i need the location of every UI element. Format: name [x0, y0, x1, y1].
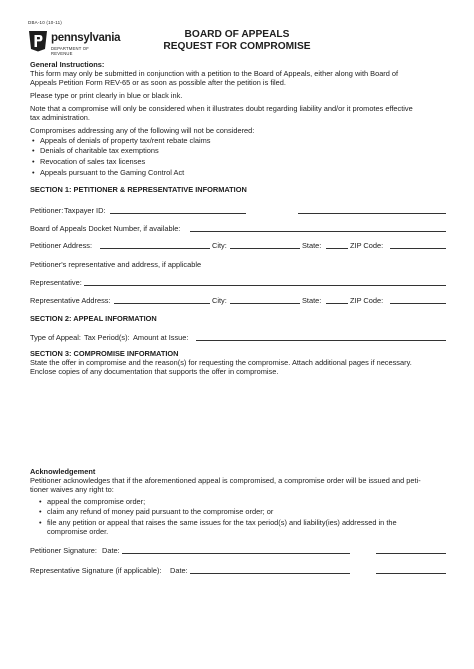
section-3-text: Enclose copies of any documentation that supports the offer in compromise. [30, 367, 279, 376]
petitioner-address-field[interactable] [100, 248, 210, 249]
taxpayer-id-label: Taxpayer ID: [64, 206, 106, 215]
compromise-text-area[interactable] [30, 380, 446, 464]
zip-field[interactable] [390, 303, 446, 304]
logo-text: pennsylvania [51, 32, 121, 44]
instructions-text: Please type or print clearly in blue or black ink. [30, 91, 183, 100]
state-label: State: [302, 241, 322, 250]
petitioner-label: Petitioner: [30, 206, 64, 215]
state-field[interactable] [326, 303, 348, 304]
section-3-heading: SECTION 3: COMPROMISE INFORMATION [30, 349, 179, 358]
city-label: City: [212, 241, 227, 250]
logo-subtext: DEPARTMENT OF REVENUE [51, 46, 89, 56]
section-1-heading: SECTION 1: PETITIONER & REPRESENTATIVE INFORMATION [30, 185, 247, 194]
petitioner-date-field[interactable] [376, 553, 446, 554]
city-field[interactable] [230, 303, 300, 304]
city-label: City: [212, 296, 227, 305]
taxpayer-id-field[interactable] [298, 213, 446, 214]
tax-periods-label: Tax Period(s): [84, 333, 130, 342]
representative-signature-label: Representative Signature (if applicable): [30, 566, 162, 575]
instructions-text: Appeals Petition Form REV-65 or as soon as possible after the petition is filed. [30, 78, 286, 87]
section-3-text: State the offer in compromise and the reason(s) for requesting the compromise. Attach additional pages if necessary. [30, 358, 412, 367]
representative-address-field[interactable] [114, 303, 210, 304]
list-item: • Revocation of sales tax licenses [40, 157, 145, 166]
list-item: • Appeals of denials of property tax/rent rebate claims [40, 136, 211, 145]
list-item: • Appeals pursuant to the Gaming Control Act [40, 168, 184, 177]
acknowledgement-text: tioner waives any right to: [30, 485, 114, 494]
representative-signature-field[interactable] [190, 573, 350, 574]
petitioner-field[interactable] [110, 213, 246, 214]
docket-label: Board of Appeals Docket Number, if available: [30, 224, 181, 233]
list-item: • claim any refund of money paid pursuant to the compromise order; or [47, 507, 273, 516]
representative-date-field[interactable] [376, 573, 446, 574]
zip-field[interactable] [390, 248, 446, 249]
representative-note: Petitioner's representative and address, if applicable [30, 260, 202, 269]
zip-label: ZIP Code: [350, 296, 384, 305]
acknowledgement-text: Petitioner acknowledges that if the aforementioned appeal is compromised, a compromise order will be issued and peti- [30, 476, 421, 485]
instructions-text: Compromises addressing any of the following will not be considered: [30, 126, 255, 135]
petitioner-address-label: Petitioner Address: [30, 241, 93, 250]
representative-label: Representative: [30, 278, 82, 287]
form-id: DBA-10 (10-11) [28, 20, 62, 25]
amount-label: Amount at Issue: [133, 333, 189, 342]
instructions-text: tax administration. [30, 113, 90, 122]
state-label: State: [302, 296, 322, 305]
acknowledgement-heading: Acknowledgement [30, 467, 96, 476]
petitioner-signature-label: Petitioner Signature: [30, 546, 97, 555]
representative-address-label: Representative Address: [30, 296, 111, 305]
section-2-heading: SECTION 2: APPEAL INFORMATION [30, 314, 157, 323]
date-label: Date: [170, 566, 188, 575]
city-field[interactable] [230, 248, 300, 249]
form-subtitle: REQUEST FOR COMPROMISE [163, 41, 311, 52]
instructions-heading: General Instructions: [30, 60, 105, 69]
representative-field[interactable] [84, 285, 446, 286]
list-item: • appeal the compromise order; [47, 497, 145, 506]
instructions-text: This form may only be submitted in conjunction with a petition to the Board of Appeals, either along with Board of [30, 69, 399, 78]
appeal-type-label: Type of Appeal: [30, 333, 81, 342]
docket-field[interactable] [190, 231, 446, 232]
state-field[interactable] [326, 248, 348, 249]
list-item: • file any petition or appeal that raises the same issues for the tax period(s) and liability(ies) addressed in the [47, 518, 397, 527]
petitioner-signature-field[interactable] [122, 553, 350, 554]
list-item-continuation: compromise order. [47, 527, 109, 536]
list-item: • Denials of charitable tax exemptions [40, 146, 159, 155]
pennsylvania-logo [28, 30, 121, 58]
form-title: BOARD OF APPEALS [184, 29, 290, 40]
amount-field[interactable] [196, 340, 446, 341]
keystone-icon [28, 30, 48, 52]
zip-label: ZIP Code: [350, 241, 384, 250]
date-label: Date: [102, 546, 120, 555]
instructions-text: Note that a compromise will only be considered when it illustrates doubt regarding liability and/or it promotes effective [30, 104, 413, 113]
